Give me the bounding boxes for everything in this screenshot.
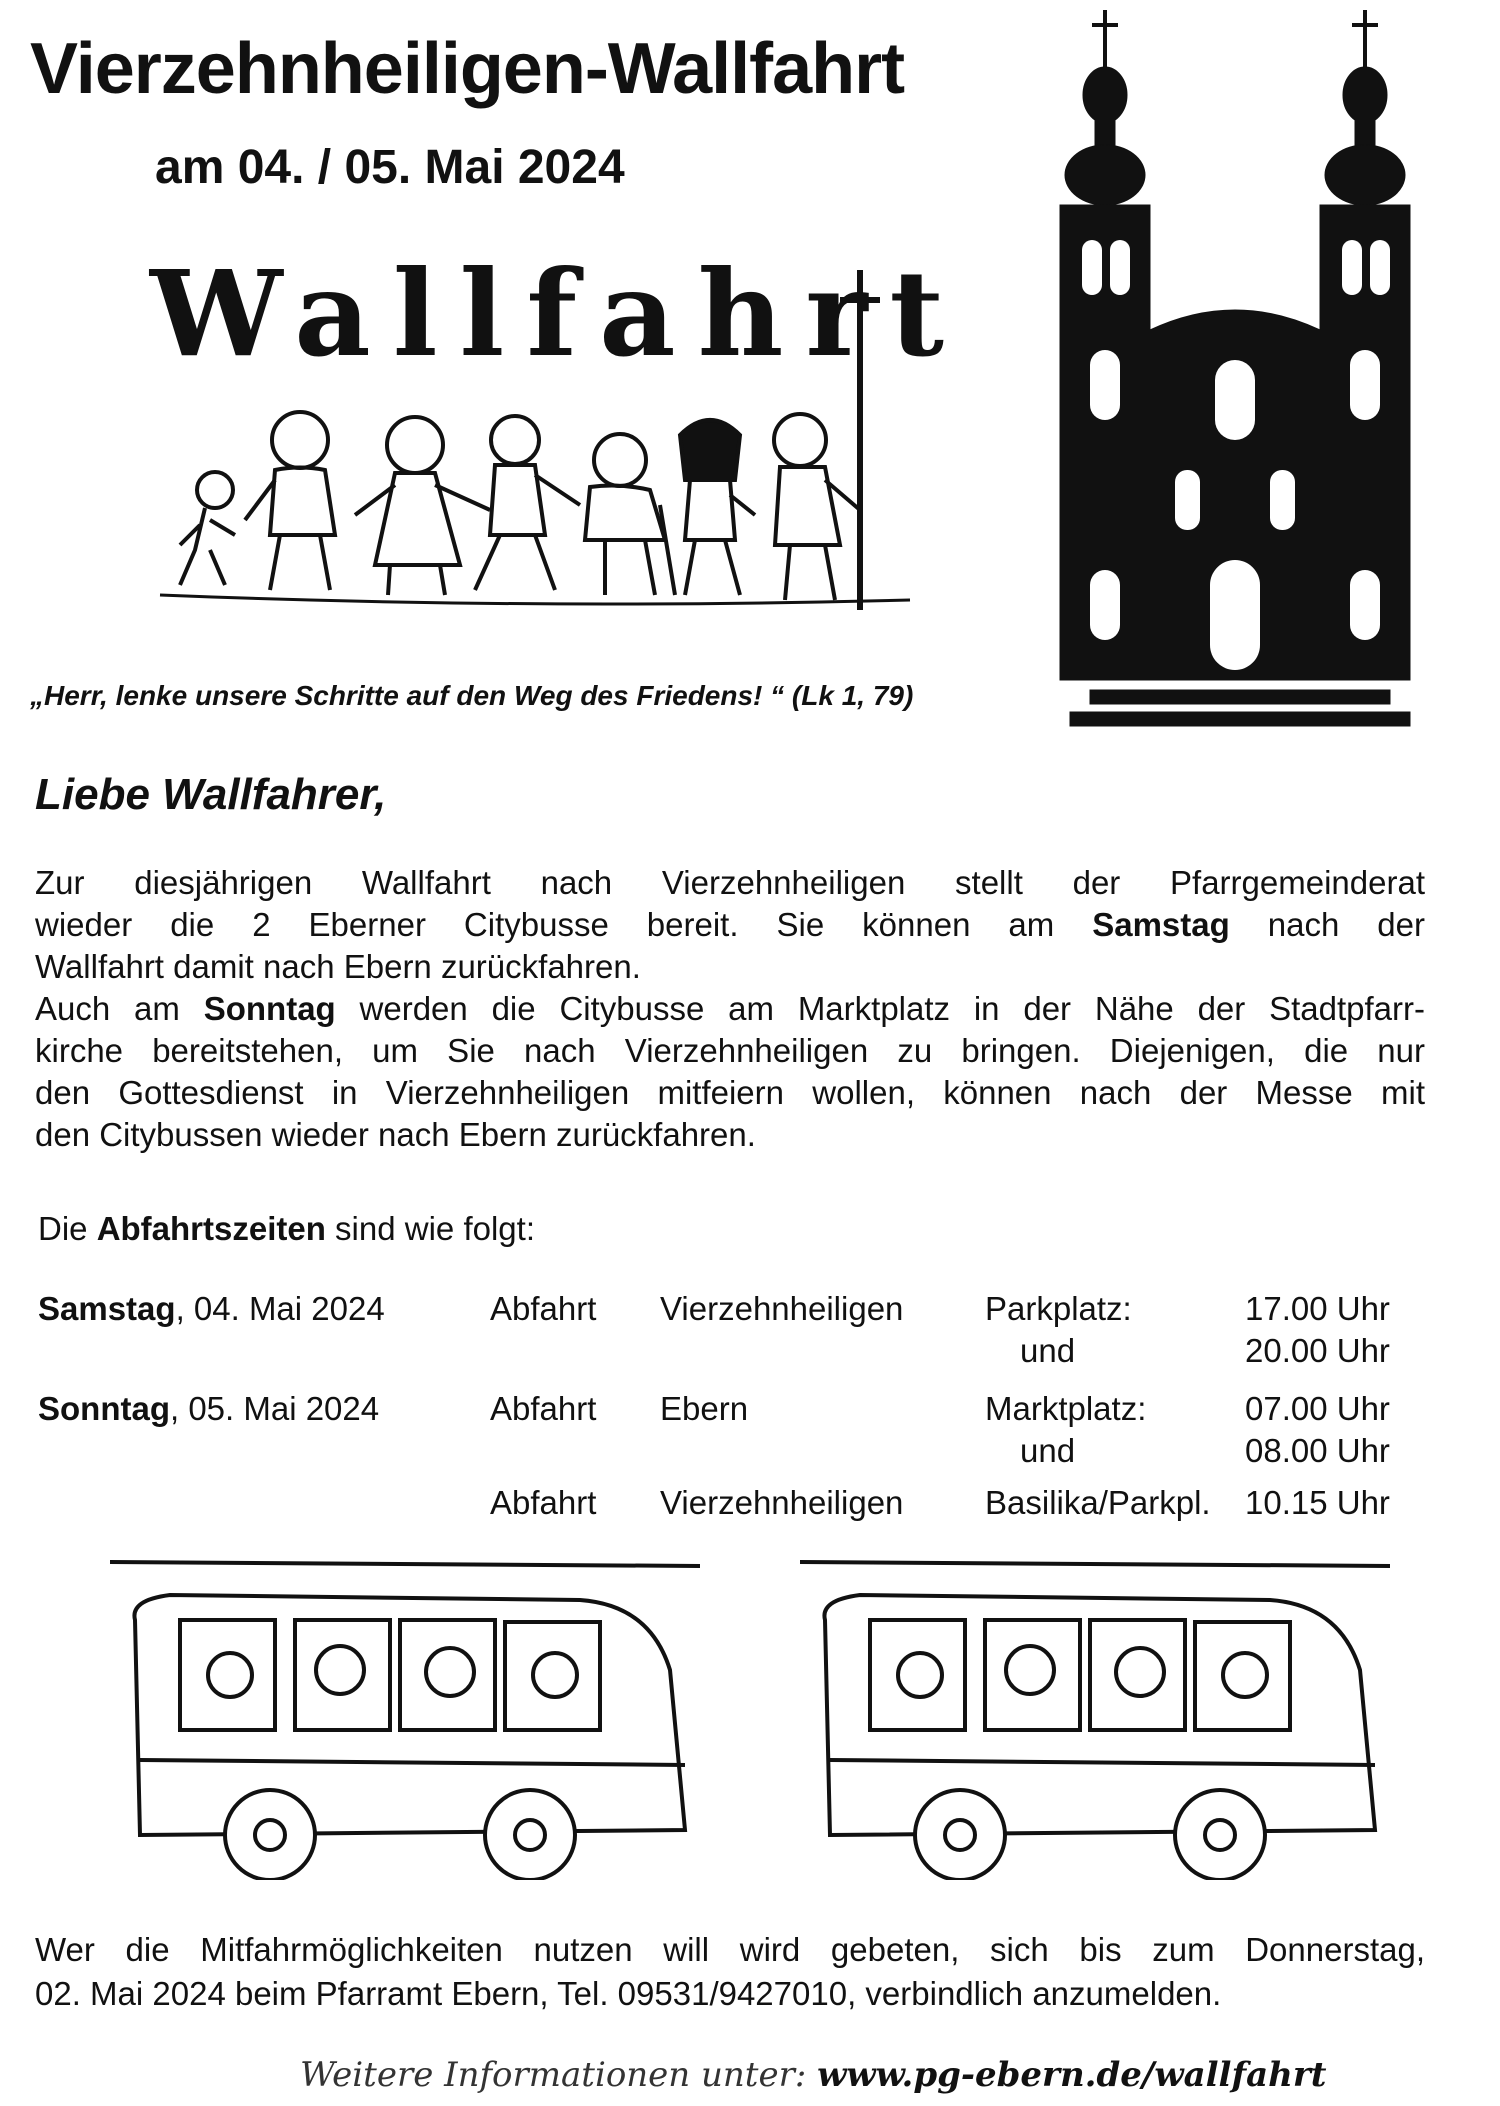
schedule-time: 20.00 Uhr — [1245, 1332, 1390, 1369]
text-line: den Citybussen wieder nach Ebern zurückfahren. — [35, 1116, 756, 1153]
website-link[interactable]: www.pg-ebern.de/wallfahrt — [817, 2055, 1327, 2095]
schedule-intro: Die Abfahrtszeiten sind wie folgt: — [38, 1210, 535, 1247]
text-line: Auch am Sonntag werden die Citybusse am Marktplatz in der Nähe der Stadtpfarr- — [35, 990, 1425, 1027]
schedule-and: und — [1020, 1432, 1076, 1469]
wallfahrt-wordmark: Wallfahrt — [150, 244, 967, 383]
schedule-stop: Marktplatz: — [985, 1390, 1147, 1427]
schedule-time: 08.00 Uhr — [1245, 1432, 1390, 1469]
text-line: den Gottesdienst in Vierzehnheiligen mitfeiern wollen, können nach der Messe mit — [35, 1074, 1425, 1111]
emphasis-abfahrtszeiten: Abfahrtszeiten — [96, 1210, 326, 1247]
bible-quote: „Herr, lenke unsere Schritte auf den Weg des Friedens! “ (Lk 1, 79) — [30, 680, 914, 711]
text-line: kirche bereitstehen, um Sie nach Vierzehnheiligen zu bringen. Diejenigen, die nur — [35, 1032, 1425, 1069]
schedule-departure: Abfahrt — [490, 1484, 597, 1521]
schedule-time: 10.15 Uhr — [1245, 1484, 1390, 1521]
schedule-place: Vierzehnheiligen — [660, 1484, 904, 1521]
emphasis-sonntag: Sonntag — [203, 990, 336, 1027]
schedule-stop: Basilika/Parkpl. — [985, 1484, 1211, 1521]
schedule-departure: Abfahrt — [490, 1290, 597, 1327]
text-line: Zur diesjährigen Wallfahrt nach Vierzehnheiligen stellt der Pfarrgemeinderat — [35, 864, 1425, 901]
event-date: am 04. / 05. Mai 2024 — [155, 141, 625, 194]
schedule-and: und — [1020, 1332, 1076, 1369]
basilica-illustration — [1030, 0, 1450, 750]
text-line: Wallfahrt damit nach Ebern zurückfahren. — [35, 948, 641, 985]
schedule-stop: Parkplatz: — [985, 1290, 1132, 1327]
citybus-illustration — [110, 1560, 710, 1880]
schedule-time: 17.00 Uhr — [1245, 1290, 1390, 1327]
schedule-day: Samstag, 04. Mai 2024 — [38, 1290, 385, 1327]
sunday-paragraph — [35, 988, 1425, 1156]
citybus-illustration — [800, 1560, 1400, 1880]
page-title: Vierzehnheiligen-Wallfahrt — [30, 29, 905, 109]
intro-paragraph — [35, 862, 1425, 988]
greeting-heading: Liebe Wallfahrer, — [35, 770, 387, 819]
emphasis-samstag: Samstag — [1092, 906, 1230, 943]
registration-note — [35, 1928, 1425, 2016]
schedule-time: 07.00 Uhr — [1245, 1390, 1390, 1427]
text-line: 02. Mai 2024 beim Pfarramt Ebern, Tel. 09531/9427010, verbindlich anzumelden. — [35, 1975, 1222, 2012]
schedule-place: Vierzehnheiligen — [660, 1290, 904, 1327]
schedule-place: Ebern — [660, 1390, 749, 1427]
schedule-departure: Abfahrt — [490, 1390, 597, 1427]
info-label: Weitere Informationen unter: — [300, 2055, 818, 2095]
text-line: Wer die Mitfahrmöglichkeiten nutzen will wird gebeten, sich bis zum Donnerstag, — [35, 1931, 1425, 1968]
text-line: wieder die 2 Eberner Citybusse bereit. Sie können am Samstag nach der — [35, 906, 1425, 943]
info-link-line — [300, 2055, 1326, 2095]
schedule-day: Sonntag, 05. Mai 2024 — [38, 1390, 380, 1427]
